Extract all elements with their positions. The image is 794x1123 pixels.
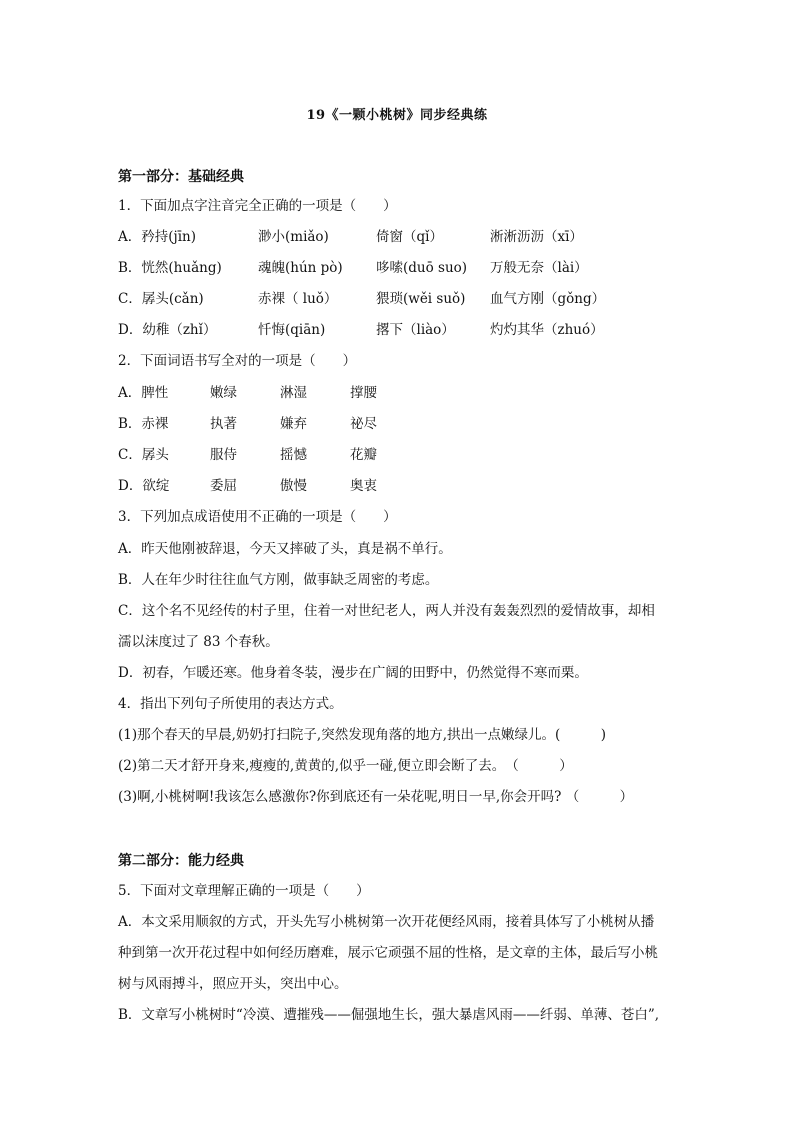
option-cell: 魂魄(hún pò) — [258, 260, 343, 276]
question-5-option-b: B．文章写小桃树时“冷漠、遭摧残——倔强地生长，强大暴虐风雨——纤弱、单薄、苍白”, — [118, 1007, 660, 1023]
option-cell: 祕尽 — [350, 416, 377, 432]
option-cell: 血气方刚（gǒng） — [490, 291, 606, 307]
question-3-stem: 3．下列加点成语使用不正确的一项是（ ） — [118, 509, 397, 525]
question-3-option-c: C．这个名不见经传的村子里，住着一对世纪老人，两人并没有轰轰烈烈的爱情故事，却相 — [118, 603, 655, 619]
option-cell: 哆嗦(duō suo) — [376, 260, 468, 276]
document-title: 19《一颗小桃树》同步经典练 — [306, 108, 488, 123]
option-cell: 嫌弃 — [280, 416, 307, 432]
option-cell: A．矜持(jīn) — [118, 229, 196, 245]
option-cell: 摇憾 — [280, 447, 307, 463]
section-heading-part2: 第二部分：能力经典 — [118, 853, 244, 869]
option-cell: 倚窗（qǐ） — [376, 229, 443, 245]
option-cell: 撂下（liào） — [376, 322, 455, 338]
option-cell: 傲慢 — [280, 478, 307, 494]
option-cell: 渺小(miǎo) — [258, 229, 329, 245]
question-4-stem: 4．指出下列句子所使用的表达方式。 — [118, 696, 343, 712]
option-cell: C．孱头(cǎn) — [118, 291, 204, 307]
question-5-stem: 5．下面对文章理解正确的一项是（ ） — [118, 883, 370, 899]
option-cell: 淋湿 — [280, 385, 307, 401]
question-3-option-d: D．初春，乍暖还寒。他身着冬装，漫步在广阔的田野中，仍然觉得不寒而栗。 — [118, 665, 588, 681]
option-cell: D．幼稚（zhǐ） — [118, 322, 217, 338]
question-3-option-c-cont: 濡以沫度过了 83 个春秋。 — [118, 634, 279, 650]
question-5-option-a-cont1: 种到第一次开花过程中如何经历磨难，展示它顽强不屈的性格，是文章的主体，最后写小桃 — [118, 945, 658, 961]
question-4-item-3: (3)啊,小桃树啊!我该怎么感激你?你到底还有一朵花呢,明日一早,你会开吗? （ ） — [118, 789, 634, 805]
question-2-stem: 2．下面词语书写全对的一项是（ ） — [118, 353, 357, 369]
option-cell: 猥琐(wěi suǒ) — [376, 291, 466, 307]
option-cell: A．脾性 — [118, 385, 169, 401]
option-cell: 奥衷 — [350, 478, 377, 494]
option-cell: 花瓣 — [350, 447, 377, 463]
option-cell: B．赤裸 — [118, 416, 169, 432]
option-cell: 委屈 — [210, 478, 237, 494]
option-cell: 嫩绿 — [210, 385, 237, 401]
option-cell: 服侍 — [210, 447, 237, 463]
question-1-stem: 1．下面加点字注音完全正确的一项是（ ） — [118, 198, 397, 214]
option-cell: 灼灼其华（zhuó） — [490, 322, 604, 338]
option-cell: 赤裸（ luǒ） — [258, 291, 338, 307]
question-4-item-1: (1)那个春天的早晨,奶奶打扫院子,突然发现角落的地方,拱出一点嫩绿儿。( ) — [118, 727, 607, 743]
option-cell: 万般无奈（lài） — [490, 260, 588, 276]
question-3-option-b: B．人在年少时往往血气方刚，做事缺乏周密的考虑。 — [118, 572, 439, 588]
section-heading-part1: 第一部分：基础经典 — [118, 169, 244, 185]
question-3-option-a: A．昨天他刚被辞退，今天又摔破了头，真是祸不单行。 — [118, 541, 452, 557]
question-4-item-2: (2)第二天才舒开身来,瘦瘦的,黄黄的,似乎一碰,便立即会断了去。 （ ） — [118, 758, 573, 774]
option-cell: 执著 — [210, 416, 237, 432]
option-cell: 淅淅沥沥（xī） — [490, 229, 583, 245]
option-cell: B．恍然(huǎng) — [118, 260, 222, 276]
question-5-option-a: A．本文采用顺叙的方式，开头先写小桃树第一次开花便经风雨，接着具体写了小桃树从播 — [118, 914, 655, 930]
option-cell: 忏悔(qiān) — [258, 322, 326, 338]
question-5-option-a-cont2: 树与风雨搏斗，照应开头，突出中心。 — [118, 976, 348, 992]
option-cell: D．欲绽 — [118, 478, 170, 494]
option-cell: C．孱头 — [118, 447, 169, 463]
option-cell: 撑腰 — [350, 385, 377, 401]
